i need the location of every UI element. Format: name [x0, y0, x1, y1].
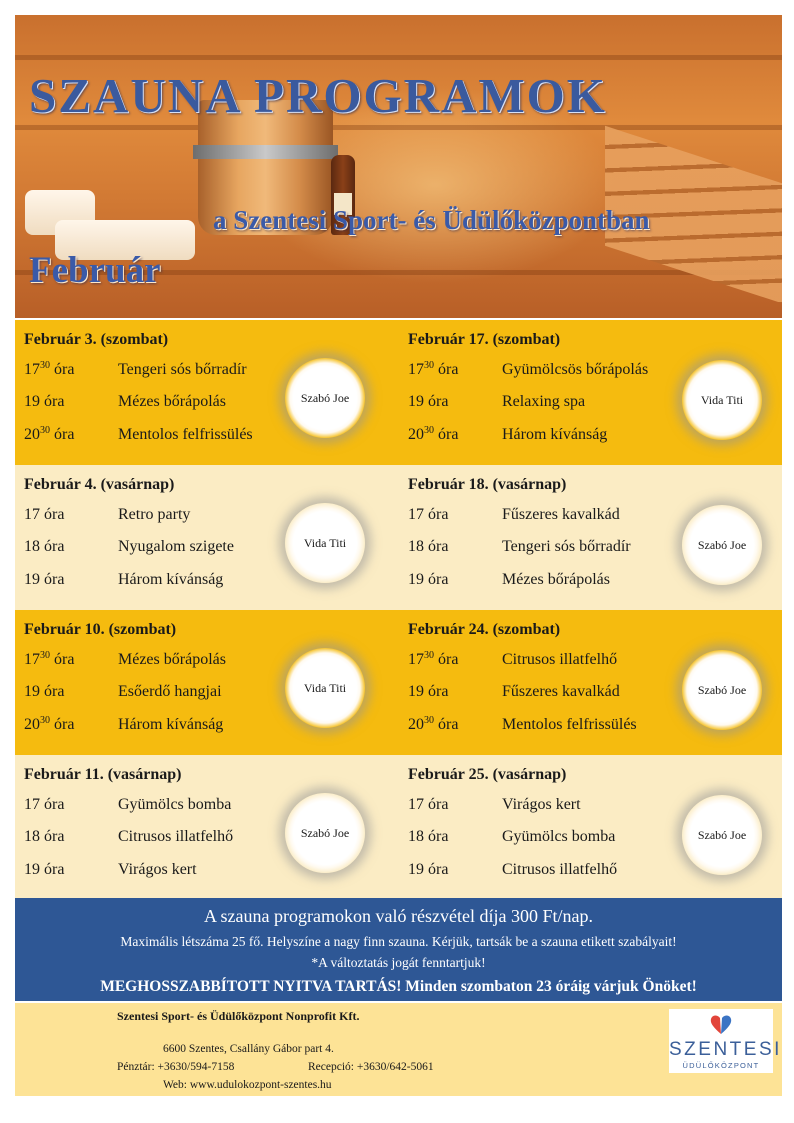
program-name: Fűszeres kavalkád — [502, 683, 620, 700]
day-block — [15, 755, 398, 900]
host-badge: Szabó Joe — [682, 505, 762, 585]
day-block — [15, 610, 398, 755]
time-hour: 17 — [24, 361, 40, 378]
time-hour: 19 — [24, 393, 40, 410]
program-name: Mézes bőrápolás — [502, 571, 610, 588]
program-name: Gyümölcs bomba — [502, 828, 616, 845]
program-name: Citrusos illatfelhő — [502, 651, 618, 668]
time-unit: óra — [428, 796, 449, 813]
program-time — [24, 393, 118, 411]
subtitle: a Szentesi Sport- és Üdülőközpontban — [213, 205, 650, 235]
program-row — [408, 393, 585, 411]
program-time — [408, 683, 502, 701]
time-unit: óra — [428, 506, 449, 523]
day-block — [399, 610, 782, 755]
program-row — [24, 506, 190, 524]
day-block — [399, 755, 782, 900]
day-block — [15, 465, 398, 610]
time-unit: óra — [428, 393, 449, 410]
time-hour: 17 — [408, 361, 424, 378]
program-row — [24, 571, 223, 589]
extended-hours-text: MEGHOSSZABBÍTOTT NYITVA TARTÁS! Minden szombaton 23 óráig várjuk Önöket! — [100, 978, 697, 995]
time-unit: óra — [428, 683, 449, 700]
program-row — [24, 683, 222, 701]
program-name: Relaxing spa — [502, 393, 586, 410]
day-block — [15, 320, 398, 465]
time-hour: 19 — [408, 571, 424, 588]
program-time — [408, 861, 502, 879]
program-row — [408, 426, 607, 444]
program-time — [24, 828, 118, 846]
program-row — [408, 651, 617, 669]
info-panel — [15, 898, 782, 1001]
program-time — [24, 861, 118, 879]
host-badge: Vida Titi — [285, 648, 365, 728]
time-minutes: 30 — [424, 425, 434, 436]
time-hour: 20 — [24, 426, 40, 443]
program-time — [24, 426, 118, 444]
program-name: Esőerdő hangjai — [118, 683, 222, 700]
time-hour: 18 — [24, 538, 40, 555]
program-time — [24, 361, 118, 379]
program-name: Tengeri sós bőrradír — [118, 361, 247, 378]
program-row — [408, 683, 620, 701]
host-badge: Szabó Joe — [682, 650, 762, 730]
program-time — [408, 651, 502, 669]
time-minutes: 30 — [40, 425, 50, 436]
program-name: Mentolos felfrissülés — [118, 426, 253, 443]
time-hour: 19 — [408, 393, 424, 410]
program-row — [408, 828, 615, 846]
program-name: Mézes bőrápolás — [118, 651, 226, 668]
disclaimer-text: *A változtatás jogát fenntartjuk! — [311, 955, 486, 970]
program-name: Három kívánság — [502, 426, 608, 443]
day-title: Február 4. (vasárnap) — [24, 476, 175, 493]
program-name: Fűszeres kavalkád — [502, 506, 620, 523]
program-row — [408, 506, 620, 524]
page-title: SZAUNA PROGRAMOK — [29, 68, 607, 123]
program-time — [408, 716, 502, 734]
program-name: Gyümölcs bomba — [118, 796, 232, 813]
schedule-band — [15, 755, 782, 900]
program-name: Mentolos felfrissülés — [502, 716, 637, 733]
program-time — [408, 828, 502, 846]
program-row — [24, 361, 247, 379]
program-time — [24, 571, 118, 589]
time-unit: óra — [428, 571, 449, 588]
time-hour: 18 — [24, 828, 40, 845]
time-hour: 18 — [408, 538, 424, 555]
schedule-grid — [15, 320, 782, 900]
time-unit: óra — [438, 716, 459, 733]
time-hour: 19 — [24, 861, 40, 878]
day-title: Február 17. (szombat) — [408, 331, 561, 348]
program-name: Mézes bőrápolás — [118, 393, 226, 410]
time-unit: óra — [44, 393, 65, 410]
szentesi-logo — [669, 1009, 782, 1073]
time-unit: óra — [44, 538, 65, 555]
time-unit: óra — [438, 361, 459, 378]
time-hour: 18 — [408, 828, 424, 845]
program-time — [24, 651, 118, 669]
time-minutes: 30 — [424, 360, 434, 371]
program-row — [24, 716, 223, 734]
logo-name: SZENTESI — [669, 1039, 782, 1060]
program-time — [408, 538, 502, 556]
time-unit: óra — [44, 683, 65, 700]
time-hour: 20 — [408, 426, 424, 443]
host-badge: Szabó Joe — [682, 795, 762, 875]
time-unit: óra — [54, 361, 75, 378]
program-time — [408, 393, 502, 411]
website[interactable]: Web: www.udulokozpont-szentes.hu — [163, 1079, 332, 1091]
time-minutes: 30 — [40, 360, 50, 371]
day-title: Február 3. (szombat) — [24, 331, 169, 348]
program-time — [408, 796, 502, 814]
time-unit: óra — [44, 796, 65, 813]
program-name: Citrusos illatfelhő — [118, 828, 234, 845]
time-hour: 17 — [24, 506, 40, 523]
day-block — [399, 465, 782, 610]
time-unit: óra — [428, 828, 449, 845]
host-badge: Szabó Joe — [285, 358, 365, 438]
schedule-band — [15, 465, 782, 610]
time-hour: 19 — [24, 683, 40, 700]
day-title: Február 24. (szombat) — [408, 621, 561, 638]
schedule-band — [15, 610, 782, 755]
program-row — [408, 571, 610, 589]
time-hour: 19 — [408, 683, 424, 700]
program-row — [24, 538, 234, 556]
program-row — [24, 828, 233, 846]
time-hour: 17 — [408, 796, 424, 813]
reception-phone: Recepció: +3630/642-5061 — [308, 1061, 434, 1073]
time-unit: óra — [54, 426, 75, 443]
cashier-phone: Pénztár: +3630/594-7158 — [117, 1061, 235, 1073]
time-unit: óra — [438, 426, 459, 443]
program-name: Citrusos illatfelhő — [502, 861, 618, 878]
program-row — [24, 393, 226, 411]
program-time — [24, 796, 118, 814]
time-minutes: 30 — [40, 715, 50, 726]
header-sauna-image — [15, 15, 782, 318]
day-title: Február 11. (vasárnap) — [24, 766, 182, 783]
time-unit: óra — [428, 861, 449, 878]
time-minutes: 30 — [40, 650, 50, 661]
month-label: Február — [29, 250, 161, 291]
program-time — [408, 426, 502, 444]
host-badge: Vida Titi — [285, 503, 365, 583]
program-row — [24, 861, 197, 879]
program-time — [24, 538, 118, 556]
program-name: Retro party — [118, 506, 191, 523]
time-hour: 17 — [24, 796, 40, 813]
program-name: Három kívánság — [118, 716, 224, 733]
day-title: Február 18. (vasárnap) — [408, 476, 567, 493]
heart-icon — [709, 1013, 733, 1035]
program-row — [408, 538, 631, 556]
logo-subtitle: ÜDÜLŐKÖZPONT — [682, 1061, 760, 1070]
fee-text: A szauna programokon való részvétel díja 300 Ft/nap. — [204, 906, 593, 926]
time-hour: 17 — [408, 506, 424, 523]
program-name: Nyugalom szigete — [118, 538, 234, 555]
time-unit: óra — [428, 538, 449, 555]
program-time — [408, 506, 502, 524]
program-row — [24, 651, 226, 669]
company-name: Szentesi Sport- és Üdülőközpont Nonprofit Kft. — [117, 1009, 360, 1023]
program-name: Három kívánság — [118, 571, 224, 588]
address: 6600 Szentes, Csallány Gábor part 4. — [163, 1043, 334, 1055]
program-row — [24, 796, 231, 814]
time-unit: óra — [54, 716, 75, 733]
program-row — [408, 796, 581, 814]
time-hour: 20 — [408, 716, 424, 733]
time-hour: 19 — [24, 571, 40, 588]
program-row — [408, 716, 637, 734]
time-minutes: 30 — [424, 715, 434, 726]
footer — [15, 1003, 782, 1096]
time-unit: óra — [438, 651, 459, 668]
program-name: Virágos kert — [502, 796, 581, 813]
time-unit: óra — [44, 506, 65, 523]
time-unit: óra — [44, 828, 65, 845]
program-row — [24, 426, 253, 444]
host-badge: Szabó Joe — [285, 793, 365, 873]
program-name: Gyümölcsös bőrápolás — [502, 361, 649, 378]
host-badge: Vida Titi — [682, 360, 762, 440]
time-unit: óra — [54, 651, 75, 668]
day-block — [399, 320, 782, 465]
rules-text: Maximális létszáma 25 fő. Helyszíne a nagy finn szauna. Kérjük, tartsák be a szauna etikett szabályait! — [120, 934, 677, 949]
time-unit: óra — [44, 861, 65, 878]
time-hour: 20 — [24, 716, 40, 733]
time-hour: 19 — [408, 861, 424, 878]
day-title: Február 25. (vasárnap) — [408, 766, 567, 783]
time-unit: óra — [44, 571, 65, 588]
program-row — [408, 361, 648, 379]
program-name: Tengeri sós bőrradír — [502, 538, 631, 555]
program-time — [24, 506, 118, 524]
program-time — [408, 361, 502, 379]
time-hour: 17 — [408, 651, 424, 668]
program-name: Virágos kert — [118, 861, 197, 878]
program-time — [24, 716, 118, 734]
time-minutes: 30 — [424, 650, 434, 661]
program-time — [408, 571, 502, 589]
program-time — [24, 683, 118, 701]
day-title: Február 10. (szombat) — [24, 621, 177, 638]
time-hour: 17 — [24, 651, 40, 668]
schedule-band — [15, 320, 782, 465]
program-row — [408, 861, 617, 879]
